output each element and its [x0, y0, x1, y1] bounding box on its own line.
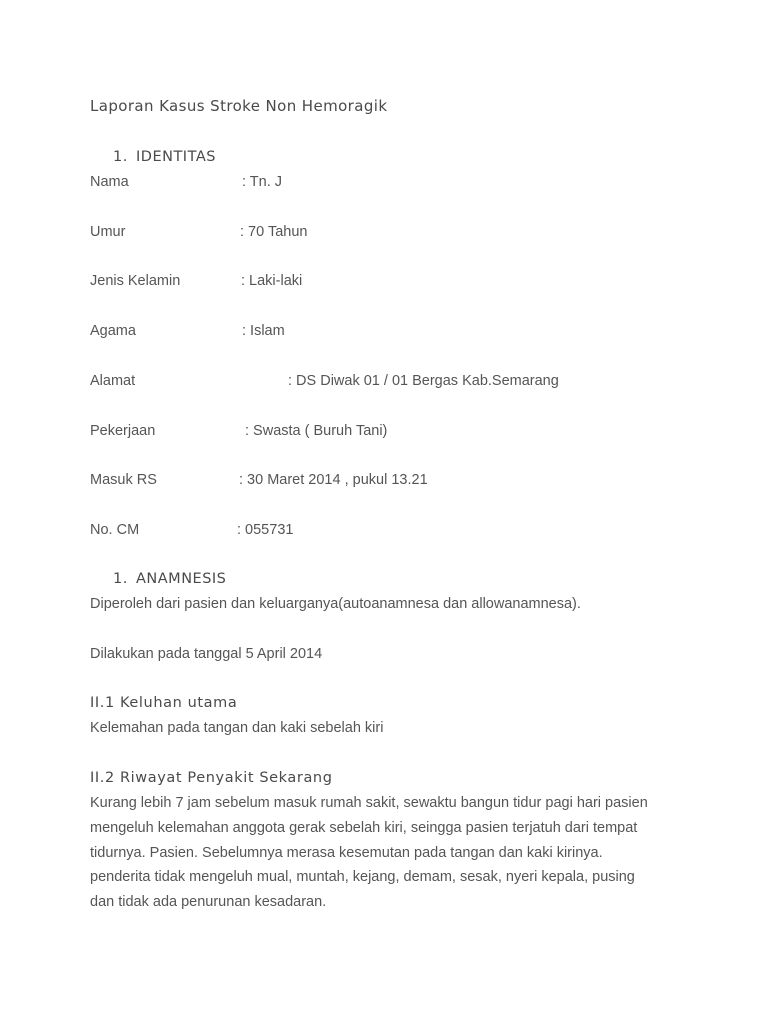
- field-label: Nama: [90, 174, 129, 190]
- paragraph-line: Kurang lebih 7 jam sebelum masuk rumah sakit, sewaktu bangun tidur pagi hari pasien: [90, 795, 648, 811]
- keluhan-text: Kelemahan pada tangan dan kaki sebelah kiri: [90, 720, 384, 736]
- paragraph-line: penderita tidak mengeluh mual, muntah, kejang, demam, sesak, nyeri kepala, pusing: [90, 869, 635, 886]
- field-label: No. CM: [90, 522, 140, 538]
- field-value: : DS Diwak 01 / 01 Bergas Kab.Semarang: [288, 373, 559, 389]
- field-value: : Laki-laki: [241, 273, 303, 289]
- paragraph-line: mengeluh kelemahan anggota gerak sebelah kiri, seingga pasien terjatuh dari tempat: [90, 819, 638, 836]
- field-value: : Swasta ( Buruh Tani): [245, 423, 388, 439]
- field-label: Agama: [90, 323, 136, 339]
- riwayat-paragraph: [90, 791, 690, 915]
- field-value: : 055731: [237, 522, 294, 538]
- subsection-heading-riwayat: II.2 Riwayat Penyakit Sekarang: [90, 770, 333, 786]
- field-value: : Islam: [242, 323, 285, 339]
- subsection-heading-keluhan: II.1 Keluhan utama: [90, 695, 238, 711]
- section-title: ANAMNESIS: [136, 571, 227, 587]
- section-number: 1.: [113, 149, 128, 165]
- field-value: : Tn. J: [242, 174, 283, 190]
- field-label: Pekerjaan: [90, 423, 156, 439]
- anamnesis-date-text: Dilakukan pada tanggal 5 April 2014: [90, 646, 323, 662]
- document-title: Laporan Kasus Stroke Non Hemoragik: [90, 97, 388, 115]
- field-label: Masuk RS: [90, 472, 157, 488]
- field-label: Alamat: [90, 373, 136, 389]
- field-value: : 70 Tahun: [240, 224, 308, 240]
- section-number: 1.: [113, 571, 128, 587]
- field-value: : 30 Maret 2014 , pukul 13.21: [239, 472, 428, 488]
- field-label: Umur: [90, 224, 126, 240]
- section-title: IDENTITAS: [136, 149, 216, 165]
- paragraph-line: dan tidak ada penurunan kesadaran.: [90, 894, 327, 911]
- anamnesis-source-text: Diperoleh dari pasien dan keluarganya(autoanamnesa dan allowanamnesa).: [90, 596, 581, 612]
- paragraph-line: tidurnya. Pasien. Sebelumnya merasa kesemutan pada tangan dan kaki kirinya.: [90, 844, 603, 861]
- field-label: Jenis Kelamin: [90, 273, 181, 289]
